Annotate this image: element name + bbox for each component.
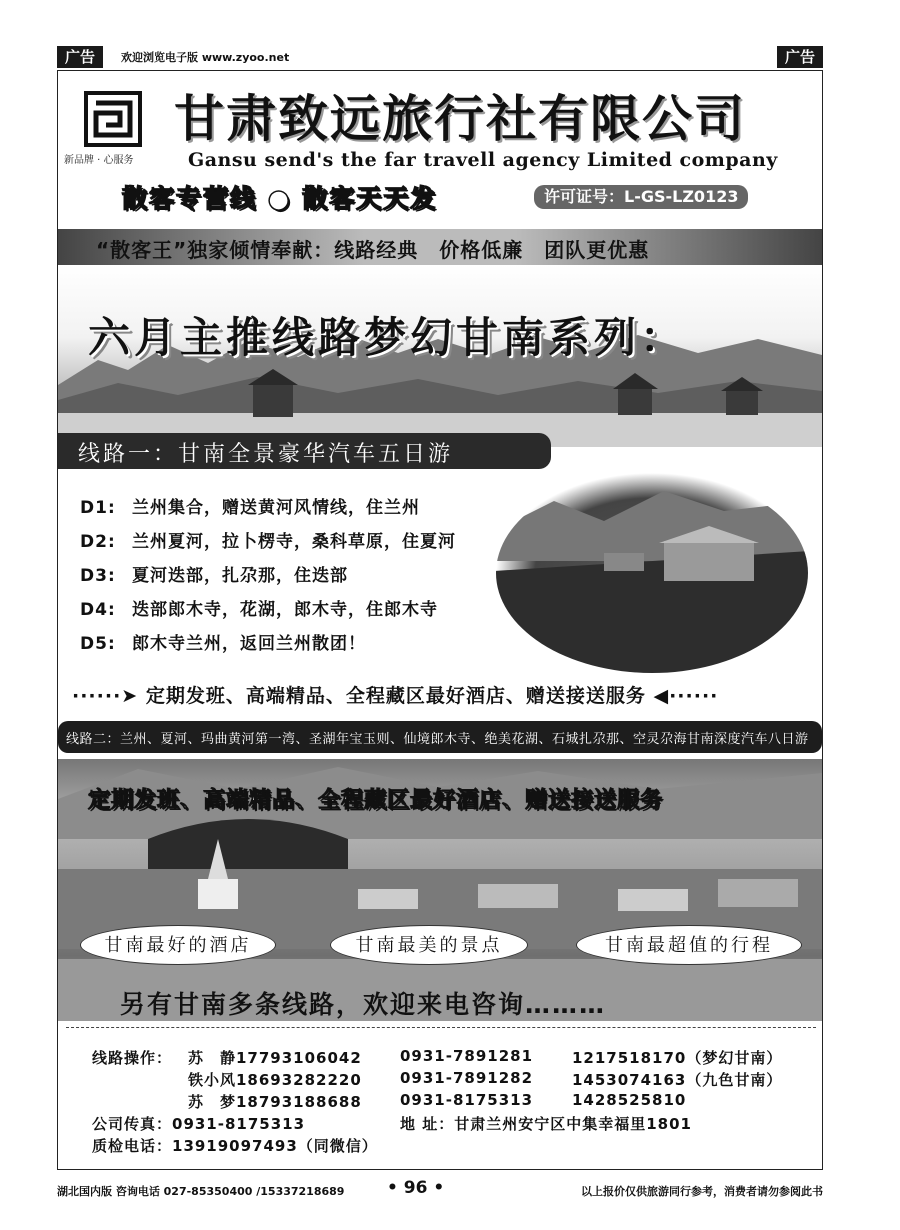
best-value-pill: 甘南最超值的行程 (576, 925, 802, 965)
contact-phone: 0931-8175313 (400, 1091, 534, 1109)
company-header (58, 71, 822, 229)
itinerary-day (80, 559, 456, 593)
contact-name: 铁小风18693282220 (188, 1071, 362, 1089)
best-hotel-pill: 甘南最好的酒店 (80, 925, 276, 965)
address-line: 地 址：甘肃兰州安宁区中集幸福里1801 (400, 1115, 692, 1133)
route-one-title: 线路一：甘南全景豪华汽车五日游 (78, 442, 454, 467)
day-label: D1: (80, 498, 116, 518)
ad-tag-right: 广告 (777, 46, 823, 68)
site-url: 欢迎浏览电子版 www.zyoo.net (121, 51, 290, 64)
itinerary-day (80, 593, 456, 627)
best-scenic-pill: 甘南最美的景点 (330, 925, 528, 965)
day-text: 郎木寺兰州，返回兰州散团！ (132, 634, 366, 654)
promo-band (58, 229, 822, 265)
advertisement-frame (57, 70, 823, 1170)
day-text: 夏河迭部，扎尕那，住迭部 (132, 566, 348, 586)
day-text: 兰州集合，赠送黄河风情线，住兰州 (132, 498, 420, 518)
monastery-oval-photo (494, 471, 810, 675)
promo-text: “散客王”独家倾情奉献：线路经典 价格低廉 团队更优惠 (96, 238, 650, 262)
footer (57, 1178, 823, 1202)
day-label: D3: (80, 566, 116, 586)
hero-title: 六月主推线路梦幻甘南系列： (88, 313, 687, 362)
more-routes-text: 另有甘南多条线路，欢迎来电咨询……… (120, 990, 607, 1019)
day-label: D2: (80, 532, 116, 552)
dashed-divider (66, 1027, 816, 1028)
company-name-english: Gansu send's the far travell agency Limited company (188, 149, 778, 171)
gannan-town-photo (58, 759, 822, 1021)
day-label: D4: (80, 600, 116, 620)
day-text: 兰州夏河，拉卜楞寺，桑科草原，住夏河 (132, 532, 456, 552)
contact-name: 苏 静17793106042 (188, 1049, 362, 1067)
quality-check-line: 质检电话：13919097493（同微信） (92, 1137, 378, 1155)
route-two-banner (58, 721, 822, 753)
day-label: D5: (80, 634, 116, 654)
route-one-banner (58, 433, 551, 469)
company-name: 甘肃致远旅行社有限公司 (174, 89, 746, 148)
contact-qq: 1428525810 (572, 1091, 687, 1109)
ops-label: 线路操作： (92, 1049, 173, 1067)
contact-qq: 1217518170（梦幻甘南） (572, 1049, 783, 1067)
itinerary-day (80, 627, 456, 661)
route-two-title: 线路二：兰州、夏河、玛曲黄河第一湾、圣湖年宝玉则、仙境郎木寺、绝美花湖、石城扎尕那、空灵尕海甘南深度汽车八日游 (66, 732, 809, 747)
day-text: 迭部郎木寺，花湖，郎木寺，住郎木寺 (132, 600, 438, 620)
ad-tag-left: 广告 (57, 46, 103, 68)
contact-phone: 0931-7891281 (400, 1047, 534, 1065)
slogan: 散客专营线 ● 散客天天发 (122, 184, 438, 213)
contact-qq: 1453074163（九色甘南） (572, 1071, 783, 1089)
contact-name: 苏 梦18793188688 (188, 1093, 362, 1111)
contact-phone: 0931-7891282 (400, 1069, 534, 1087)
footer-left: 湖北国内版 咨询电话 027-85350400 /15337218689 (57, 1185, 345, 1198)
route-two-services: 定期发班、高端精品、全程藏区最好酒店、赠送接送服务 (88, 788, 664, 813)
route-one-services: ······➤ 定期发班、高端精品、全程藏区最好酒店、赠送接送服务 ◀······ (72, 685, 719, 707)
logo-caption: 新品牌 · 心服务 (64, 155, 134, 166)
footer-right: 以上报价仅供旅游同行参考，消费者请勿参阅此书 (581, 1185, 823, 1198)
itinerary-list (80, 491, 456, 661)
itinerary-day (80, 525, 456, 559)
page-number: • 96 • (387, 1178, 445, 1198)
fax-line: 公司传真：0931-8175313 (92, 1115, 306, 1133)
license-badge: 许可证号：L-GS-LZ0123 (534, 185, 748, 209)
top-bar (57, 46, 823, 68)
hero-banner (58, 265, 822, 447)
itinerary-day (80, 491, 456, 525)
company-logo-icon (84, 91, 142, 147)
